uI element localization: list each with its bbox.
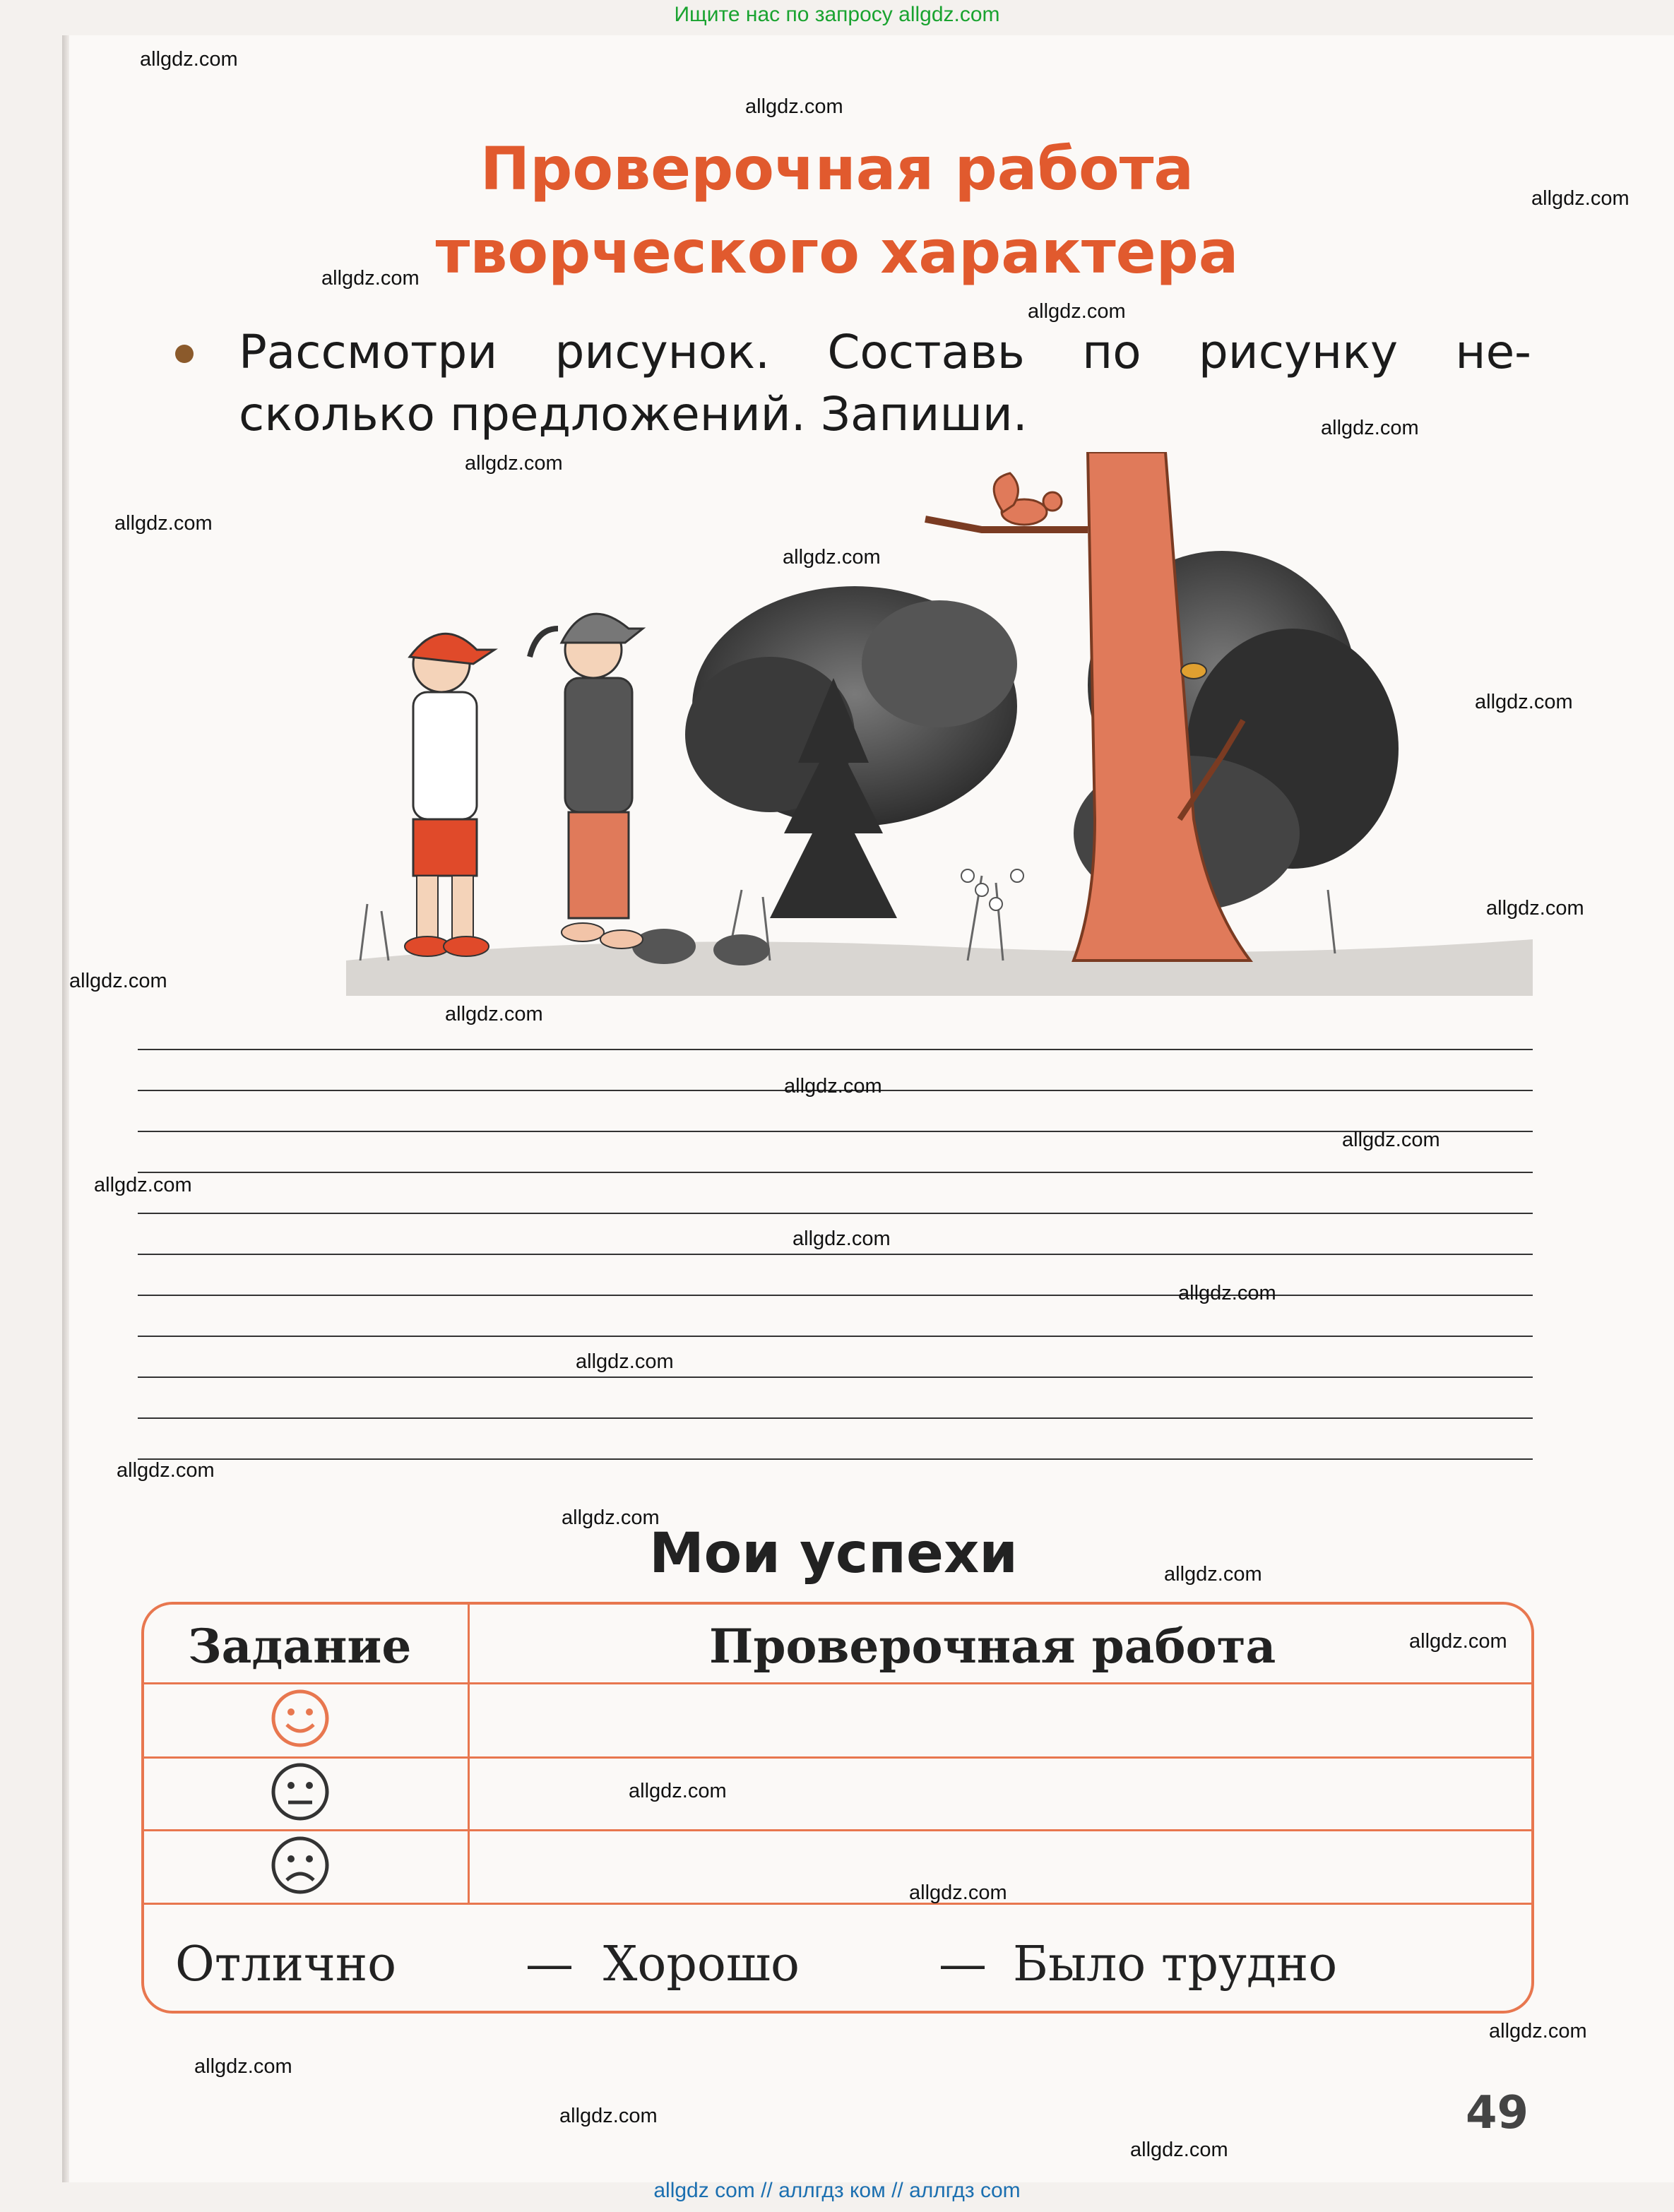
writing-line[interactable] [138, 1213, 1533, 1214]
watermark[interactable]: allgdz.com [140, 48, 238, 71]
watermark[interactable]: allgdz.com [1028, 300, 1126, 323]
smile-happy-icon[interactable] [270, 1688, 331, 1749]
watermark[interactable]: allgdz.com [1130, 2139, 1228, 2161]
writing-line[interactable] [138, 1417, 1533, 1419]
watermark[interactable]: allgdz.com [559, 2105, 658, 2127]
hedgehog [713, 934, 770, 965]
watermark[interactable]: allgdz.com [562, 1506, 660, 1529]
legend-excellent: Отлично [175, 1937, 397, 1992]
table-row-divider [144, 1829, 1531, 1831]
lily-of-the-valley [961, 869, 1023, 910]
page-binding [62, 35, 69, 2182]
watermark[interactable]: allgdz.com [1489, 2020, 1587, 2042]
col-work: Проверочная работа [709, 1619, 1276, 1674]
watermark[interactable]: allgdz.com [576, 1350, 674, 1373]
watermark[interactable]: allgdz.com [1531, 187, 1630, 210]
legend-separator: — [526, 1937, 574, 1992]
ground [346, 939, 1533, 996]
watermark[interactable]: allgdz.com [1409, 1630, 1507, 1653]
task-word: рисунку [1198, 325, 1399, 379]
watermark[interactable]: allgdz.com [784, 1075, 882, 1098]
watermark[interactable]: allgdz.com [194, 2055, 292, 2078]
writing-line[interactable] [138, 1254, 1533, 1255]
title-line-1: Проверочная работа [480, 134, 1194, 203]
hedgehog [632, 929, 696, 964]
table-col-divider [468, 1605, 470, 1905]
task-word: рисунок. [554, 325, 771, 379]
bullet-icon [175, 345, 194, 363]
watermark[interactable]: allgdz.com [1178, 1282, 1276, 1304]
watermark[interactable]: allgdz.com [69, 970, 167, 992]
success-title: Мои успехи [649, 1522, 1018, 1586]
top-banner[interactable]: Ищите нас по запросу allgdz.com [674, 3, 1000, 26]
writing-line[interactable] [138, 1172, 1533, 1173]
watermark[interactable]: allgdz.com [1342, 1129, 1440, 1151]
watermark[interactable]: allgdz.com [1486, 897, 1584, 920]
watermark[interactable]: allgdz.com [1164, 1563, 1262, 1586]
squirrel [994, 473, 1062, 525]
girl-figure [530, 614, 643, 949]
bee [1181, 663, 1206, 679]
watermark[interactable]: allgdz.com [909, 1881, 1007, 1904]
task-line-2: сколько предложений. Запиши. [239, 387, 1028, 441]
task-word: не- [1455, 325, 1531, 379]
smile-neutral-icon[interactable] [270, 1761, 331, 1822]
watermark[interactable]: allgdz.com [793, 1227, 891, 1250]
legend-good: Хорошо [603, 1937, 800, 1992]
table-row-divider [144, 1682, 1531, 1684]
legend-hard: Было трудно [1013, 1937, 1338, 1992]
task-word: Составь [827, 325, 1025, 379]
task-word: по [1082, 325, 1141, 379]
task-word: Рассмотри [239, 325, 498, 379]
col-task: Задание [188, 1619, 412, 1674]
title-line-2: творческого характера [435, 218, 1239, 287]
writing-line[interactable] [138, 1131, 1533, 1132]
watermark[interactable]: allgdz.com [1321, 417, 1419, 439]
boy-figure [405, 634, 494, 956]
writing-line[interactable] [138, 1049, 1533, 1050]
page-number: 49 [1466, 2087, 1529, 2139]
table-row-divider [144, 1903, 1531, 1905]
watermark[interactable]: allgdz.com [114, 512, 213, 535]
watermark[interactable]: allgdz.com [321, 267, 420, 290]
watermark[interactable]: allgdz.com [629, 1780, 727, 1802]
watermark[interactable]: allgdz.com [783, 546, 881, 569]
success-table [141, 1602, 1534, 2014]
writing-line[interactable] [138, 1458, 1533, 1460]
task-line-1 [239, 321, 1531, 383]
watermark[interactable]: allgdz.com [1475, 691, 1573, 713]
forest-illustration [346, 452, 1533, 996]
watermark[interactable]: allgdz.com [745, 95, 843, 118]
table-row-divider [144, 1756, 1531, 1759]
watermark[interactable]: allgdz.com [117, 1459, 215, 1482]
bottom-banner[interactable]: allgdz com // аллгдз ком // аллгдз com [653, 2179, 1021, 2202]
legend-separator: — [939, 1937, 987, 1992]
writing-line[interactable] [138, 1336, 1533, 1337]
watermark[interactable]: allgdz.com [465, 452, 563, 475]
watermark[interactable]: allgdz.com [445, 1003, 543, 1025]
writing-line[interactable] [138, 1376, 1533, 1378]
page-title [353, 127, 1321, 294]
watermark[interactable]: allgdz.com [94, 1174, 192, 1196]
writing-line[interactable] [138, 1295, 1533, 1296]
smile-sad-icon[interactable] [270, 1835, 331, 1896]
